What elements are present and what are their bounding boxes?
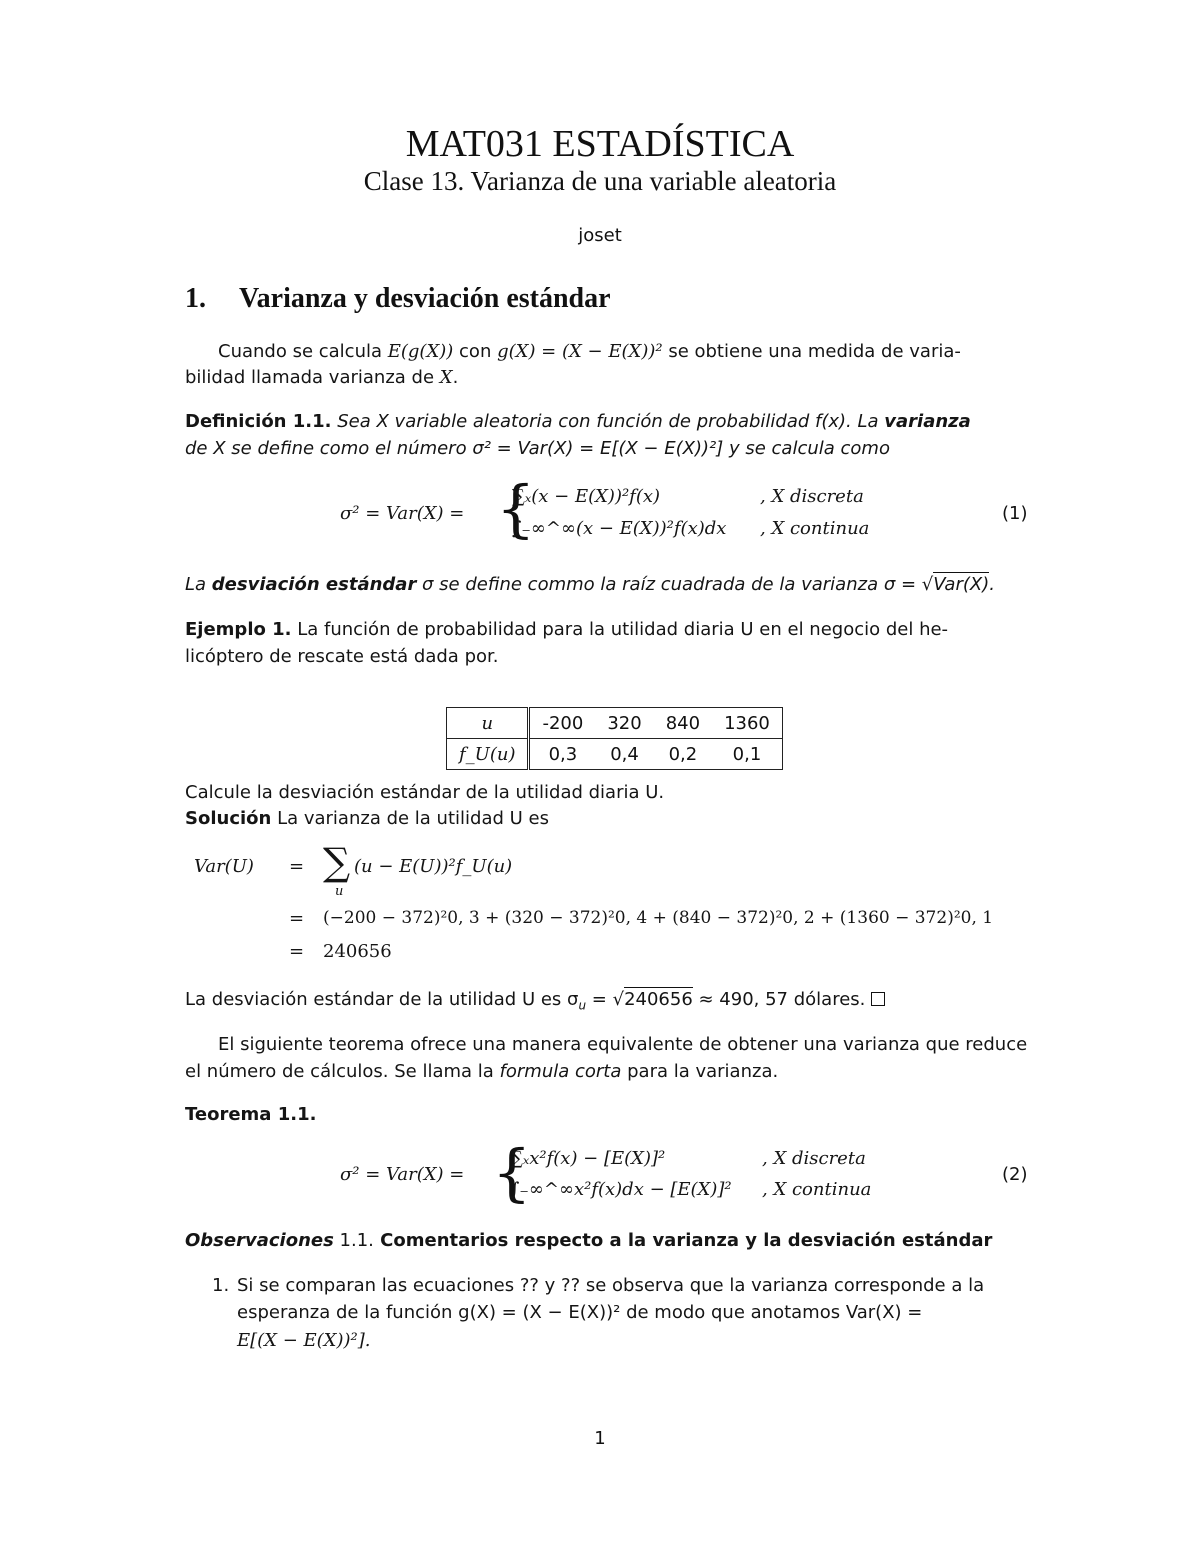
example-label: Ejemplo 1. — [185, 619, 292, 640]
theorem-intro-line1: El siguiente teorema ofrece una manera equivalente de obtener una varianza que reduce — [218, 1034, 1028, 1055]
observations-label: Observaciones — [185, 1230, 334, 1251]
eqarray-line2: (−200 − 372)²0, 3 + (320 − 372)²0, 4 + (840 − 372)²0, 2 + (1360 − 372)²0, 1 — [323, 908, 994, 928]
list-item-number: 1. — [212, 1275, 230, 1296]
eqarray-eq-sign: = — [289, 908, 305, 929]
theorem-intro-text: para la varianza. — [621, 1061, 779, 1082]
table-cell: 1360 — [712, 708, 782, 739]
theorem-intro-term: formula corta — [499, 1061, 622, 1082]
eqarray-eq-sign: = — [289, 856, 305, 877]
example-line2: licóptero de rescate está dada por. — [185, 646, 499, 667]
eq1-case2-cond: , X continua — [760, 518, 870, 539]
eq2-brace: { — [492, 1136, 532, 1209]
theorem-intro-line2 — [185, 1059, 778, 1085]
section-heading — [185, 283, 611, 315]
theorem-intro-text: el número de cálculos. Se llama la — [185, 1061, 500, 1082]
eqarray-line3: 240656 — [323, 941, 392, 962]
theorem-label: Teorema 1.1. — [185, 1104, 317, 1125]
intro-paragraph-line2 — [185, 365, 458, 391]
definition-line1 — [185, 409, 971, 435]
result-text: ≈ 490, 57 dólares. — [692, 989, 872, 1010]
observations-heading — [185, 1228, 992, 1254]
table-row-label: u — [447, 708, 529, 739]
stddev-text: σ se define commo la raíz cuadrada de la varianza σ = — [416, 574, 922, 595]
eq2-case1: ∑ₓx²f(x) − [E(X)]² — [510, 1148, 666, 1169]
list-item-line1: Si se comparan las ecuaciones ?? y ?? se observa que la varianza corresponde a la — [237, 1275, 985, 1296]
sqrt-argument: 240656 — [624, 989, 693, 1010]
math-inline: X — [439, 367, 453, 388]
solution-label: Solución — [185, 808, 272, 829]
intro-text: con — [453, 341, 498, 362]
sum-subscript: u — [335, 884, 344, 899]
section-title: Varianza y desviación estándar — [239, 283, 611, 314]
eq1-number: (1) — [1002, 503, 1028, 524]
result-text: La desviación estándar de la utilidad U es σ — [185, 989, 579, 1010]
definition-label: Definición 1.1. — [185, 411, 332, 432]
eq2-case2: ∫₋∞^∞x²f(x)dx − [E(X)]² — [510, 1179, 732, 1200]
eq1-brace: { — [496, 472, 536, 545]
result-subscript: u — [578, 998, 587, 1013]
qed-box-icon — [871, 992, 885, 1006]
intro-text: bilidad llamada varianza de — [185, 367, 440, 388]
result-line — [185, 987, 885, 1019]
observations-title: Comentarios respecto a la varianza y la desviación estándar — [373, 1230, 993, 1251]
intro-paragraph-line1 — [218, 339, 961, 365]
stddev-definition — [185, 572, 995, 598]
eq1-case1-cond: , X discreta — [760, 486, 864, 507]
eqarray-line1: (u − E(U))²f_U(u) — [354, 856, 513, 877]
question-text: Calcule la desviación estándar de la utilidad diaria U. — [185, 782, 665, 803]
page-number: 1 — [594, 1428, 606, 1449]
definition-term: varianza — [884, 411, 971, 432]
solution-text: La varianza de la utilidad U es — [271, 808, 549, 829]
eq1-lhs: σ² = Var(X) = — [340, 503, 465, 524]
eq2-case2-cond: , X continua — [762, 1179, 872, 1200]
table-row — [447, 739, 783, 770]
intro-text: se obtiene una medida de varia- — [662, 341, 961, 362]
section-number: 1. — [185, 283, 206, 314]
result-text: = — [586, 989, 613, 1010]
eq1-case2: ∫₋∞^∞(x − E(X))²f(x)dx — [512, 518, 727, 539]
table-cell: 320 — [595, 708, 653, 739]
document-subtitle: Clase 13. Varianza de una variable aleatoria — [363, 166, 837, 196]
observations-number: 1.1. — [333, 1230, 374, 1251]
eqarray-eq-sign: = — [289, 941, 305, 962]
table-cell: 0,3 — [529, 739, 595, 770]
example-text: La función de probabilidad para la utilidad diaria U en el negocio del he- — [297, 619, 949, 640]
solution-line — [185, 806, 549, 832]
example-line1 — [185, 617, 948, 643]
intro-text: Cuando se calcula — [218, 341, 388, 362]
table-cell: 0,2 — [654, 739, 712, 770]
sqrt-argument: Var(X) — [933, 574, 990, 595]
sqrt-sign: √ — [921, 574, 934, 595]
table-cell: -200 — [529, 708, 595, 739]
document-title: MAT031 ESTADÍSTICA — [405, 123, 795, 165]
eq2-case1-cond: , X discreta — [762, 1148, 866, 1169]
eq2-number: (2) — [1002, 1164, 1028, 1185]
sqrt-sign: √ — [612, 989, 625, 1010]
eq2-lhs: σ² = Var(X) = — [340, 1164, 465, 1185]
math-inline: g(X) = (X − E(X))² — [497, 341, 663, 362]
list-item-line3: E[(X − E(X))²]. — [237, 1330, 371, 1351]
table-row — [447, 708, 783, 739]
table-row-label: f_U(u) — [447, 739, 529, 770]
table-cell: 0,4 — [595, 739, 653, 770]
definition-line2: de X se define como el número σ² = Var(X) = E[(X − E(X))²] y se calcula como — [185, 438, 890, 459]
table-cell: 0,1 — [712, 739, 782, 770]
list-item-line2: esperanza de la función g(X) = (X − E(X))² de modo que anotamos Var(X) = — [237, 1302, 923, 1323]
intro-text: . — [452, 367, 459, 388]
eqarray-lhs: Var(U) — [194, 856, 254, 877]
math-inline: E(g(X)) — [387, 341, 454, 362]
probability-table — [446, 707, 783, 770]
stddev-text: . — [989, 574, 995, 595]
sum-symbol: ∑ — [323, 840, 351, 884]
eq1-case1: ∑ₓ(x − E(X))²f(x) — [512, 486, 661, 507]
document-author: joset — [578, 225, 622, 246]
stddev-term: desviación estándar — [211, 574, 417, 595]
definition-text: Sea X variable aleatoria con función de probabilidad f(x). La — [337, 411, 879, 432]
stddev-text: La — [185, 574, 212, 595]
table-cell: 840 — [654, 708, 712, 739]
